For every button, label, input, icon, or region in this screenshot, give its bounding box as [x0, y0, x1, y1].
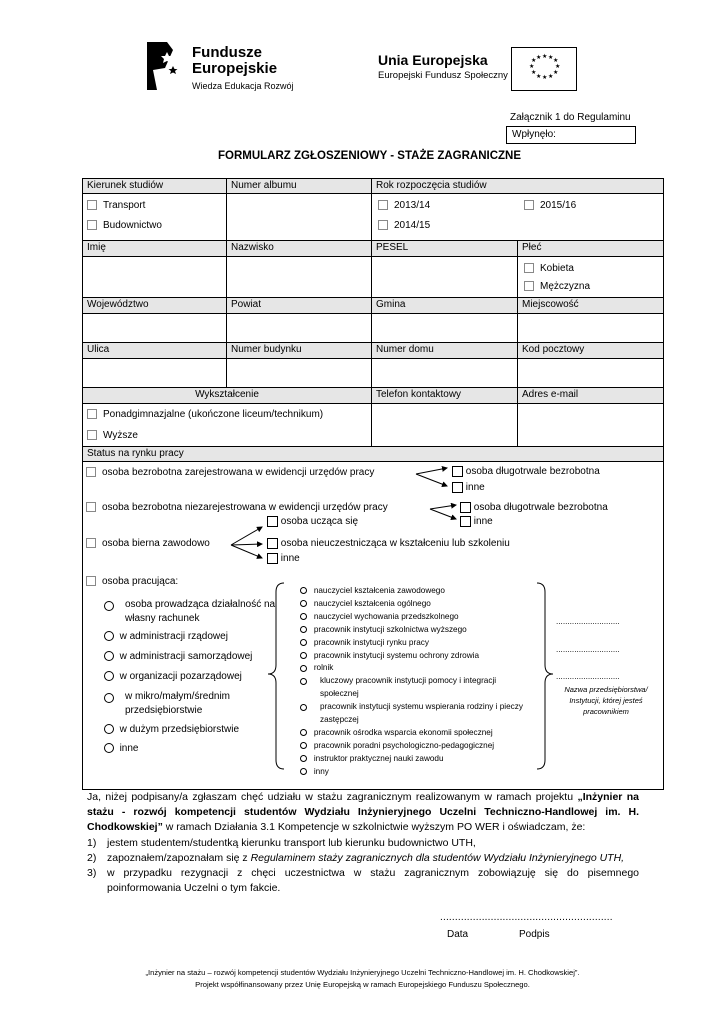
inactive-other[interactable]: inne: [267, 553, 300, 564]
status-unregistered[interactable]: osoba bezrobotna niezarejestrowana w ewidencji urzędów pracy: [86, 502, 388, 513]
radio-icon[interactable]: [300, 742, 307, 749]
profession-item[interactable]: nauczyciel kształcenia ogólnego: [300, 598, 535, 611]
employer-note: Nazwa przedsiębiorstwa/ Instytucji, której jesteś pracownikiem: [564, 685, 648, 716]
status-employed[interactable]: osoba pracująca:: [86, 576, 178, 587]
employer-line-2[interactable]: ............................: [556, 645, 620, 654]
radio-icon[interactable]: [104, 651, 114, 661]
hdr-year: Rok rozpoczęcia studiów: [371, 178, 664, 194]
hdr-education: Wykształcenie: [82, 387, 372, 404]
declaration-item-3: 3) w przypadku rezygnacji z chęci uczestnictwa w stażu zagranicznym zobowiązuję się do pisemnego poinformowania Uczelni o tym fakcie.: [87, 867, 639, 894]
hdr-surname: Nazwisko: [226, 240, 372, 257]
annex-label: Załącznik 1 do Regulaminu: [510, 112, 631, 123]
hdr-pesel: PESEL: [371, 240, 518, 257]
hdr-phone: Telefon kontaktowy: [371, 387, 518, 404]
reg-longterm[interactable]: osoba długotrwale bezrobotna: [452, 466, 600, 477]
profession-item[interactable]: nauczyciel wychowania przedszkolnego: [300, 611, 535, 624]
declaration-list: [87, 836, 639, 896]
reg-other[interactable]: inne: [452, 482, 485, 493]
logo-line2: Europejskie: [192, 60, 278, 77]
gender-male[interactable]: Mężczyzna: [524, 281, 590, 292]
eu-subtitle: Europejski Fundusz Społeczny: [378, 70, 508, 81]
hdr-commune: Gmina: [371, 297, 518, 314]
svg-text:★: ★: [542, 53, 548, 60]
svg-text:★: ★: [542, 74, 548, 81]
radio-icon[interactable]: [104, 631, 114, 641]
radio-icon[interactable]: [300, 587, 307, 594]
profession-item[interactable]: pracownik ośrodka wsparcia ekonomii społecznej: [300, 727, 535, 740]
hdr-email: Adres e-mail: [517, 387, 664, 404]
emp-local[interactable]: w administracji samorządowej: [104, 651, 252, 662]
radio-icon[interactable]: [300, 678, 307, 685]
radio-icon[interactable]: [300, 665, 307, 672]
svg-text:★: ★: [553, 57, 559, 64]
emp-gov[interactable]: w administracji rządowej: [104, 631, 228, 642]
declaration-paragraph: Ja, niżej podpisany/a zgłaszam chęć udziału w stażu zagranicznym realizowanym w ramach projektu „Inżynier na stażu - rozwój kompetencji studentów Wydziału Inżynieryjnego Uczelni Techniczno-Handlowej im. H. Chodkowskiej” w ramach Działania 3.1 Kompetencje w szkolnictwie wyższym PO WER i oświadczam, że:: [87, 791, 639, 833]
profession-item[interactable]: pracownik poradni psychologiczno-pedagogicznej: [300, 740, 535, 753]
year-2013[interactable]: 2013/14: [378, 200, 430, 211]
hdr-status: Status na rynku pracy: [82, 446, 664, 462]
emp-self[interactable]: osoba prowadząca działalność na własny rachunek: [104, 598, 276, 626]
svg-text:★: ★: [548, 73, 554, 80]
profession-item[interactable]: rolnik: [300, 662, 535, 675]
radio-icon[interactable]: [300, 729, 307, 736]
profession-item[interactable]: pracownik instytucji systemu ochrony zdrowia: [300, 650, 535, 663]
checkbox-icon[interactable]: [460, 502, 471, 513]
declaration-item-2: 2) zapoznałem/zapoznałam się z Regulaminem staży zagranicznych dla studentów Wydziału Inżynieryjnego UTH,: [87, 852, 625, 864]
signature-sign-label: Podpis: [519, 929, 550, 940]
profession-item[interactable]: pracownik instytucji szkolnictwa wyższego: [300, 624, 535, 637]
field-construction[interactable]: Budownictwo: [87, 220, 162, 231]
eu-title: Unia Europejska: [378, 52, 488, 68]
radio-icon[interactable]: [104, 671, 114, 681]
svg-text:★: ★: [553, 69, 559, 76]
radio-icon[interactable]: [104, 693, 114, 703]
declaration-item-1: 1) jestem studentem/studentką kierunku transport lub kierunku budownictwo UTH,: [87, 837, 476, 849]
form-title: FORMULARZ ZGŁOSZENIOWY - STAŻE ZAGRANICZNE: [218, 150, 522, 162]
hdr-album: Numer albumu: [226, 178, 372, 194]
employer-line-3[interactable]: ............................: [556, 672, 620, 681]
logo-line3: Wiedza Edukacja Rozwój: [192, 81, 294, 91]
hdr-voivodeship: Województwo: [82, 297, 227, 314]
unreg-longterm[interactable]: osoba długotrwale bezrobotna: [460, 502, 608, 513]
signature-line[interactable]: ..........................................................: [440, 912, 613, 923]
svg-text:★: ★: [536, 54, 542, 61]
hdr-field: Kierunek studiów: [82, 178, 227, 194]
radio-icon[interactable]: [300, 639, 307, 646]
professions-list: [300, 585, 535, 779]
footer-line-2: Projekt współfinansowany przez Unię Europejską w ramach Europejskiego Funduszu Społecznego.: [195, 980, 530, 989]
radio-icon[interactable]: [300, 613, 307, 620]
signature-date-label: Data: [447, 929, 469, 940]
hdr-gender: Płeć: [517, 240, 664, 257]
emp-sme[interactable]: w mikro/małym/średnim przedsiębiorstwie: [104, 690, 264, 718]
hdr-town: Miejscowość: [517, 297, 664, 314]
emp-ngo[interactable]: w organizacji pozarządowej: [104, 671, 242, 682]
checkbox-icon[interactable]: [267, 538, 278, 549]
inactive-learning[interactable]: osoba ucząca się: [267, 516, 358, 527]
employer-line-1[interactable]: ............................: [556, 617, 620, 626]
radio-icon[interactable]: [104, 601, 114, 611]
emp-large[interactable]: w dużym przedsiębiorstwie: [104, 724, 239, 735]
radio-icon[interactable]: [300, 704, 307, 711]
checkbox-icon[interactable]: [86, 576, 96, 586]
edu-higher[interactable]: Wyższe: [87, 430, 138, 441]
profession-item[interactable]: pracownik instytucji rynku pracy: [300, 637, 535, 650]
svg-text:★: ★: [548, 54, 554, 61]
checkbox-icon[interactable]: [452, 482, 463, 493]
profession-item[interactable]: inny: [300, 766, 535, 779]
checkbox-icon[interactable]: [267, 516, 278, 527]
radio-icon[interactable]: [300, 652, 307, 659]
svg-text:★: ★: [536, 73, 542, 80]
hdr-postcode: Kod pocztowy: [517, 342, 664, 359]
edu-secondary[interactable]: Ponadgimnazjalne (ukończone liceum/technikum): [87, 409, 323, 420]
field-transport[interactable]: Transport: [87, 200, 145, 211]
year-2015[interactable]: 2015/16: [524, 200, 576, 211]
radio-icon[interactable]: [300, 755, 307, 762]
checkbox-icon[interactable]: [460, 516, 471, 527]
checkbox-icon[interactable]: [267, 553, 278, 564]
profession-item[interactable]: nauczyciel kształcenia zawodowego: [300, 585, 535, 598]
received-label: Wpłynęło:: [512, 129, 556, 140]
hdr-name: Imię: [82, 240, 227, 257]
svg-text:★: ★: [555, 63, 561, 70]
profession-item[interactable]: kluczowy pracownik instytucji pomocy i integracji społecznej: [300, 675, 535, 701]
hdr-county: Powiat: [226, 297, 372, 314]
unreg-other[interactable]: inne: [460, 516, 493, 527]
gender-female[interactable]: Kobieta: [524, 263, 574, 274]
emp-other[interactable]: inne: [104, 743, 138, 754]
logo-line1: Fundusze: [192, 44, 262, 61]
year-2014[interactable]: 2014/15: [378, 220, 430, 231]
radio-icon[interactable]: [300, 768, 307, 775]
radio-icon[interactable]: [300, 600, 307, 607]
svg-text:★: ★: [529, 63, 535, 70]
inactive-not-learning[interactable]: osoba nieuczestnicząca w kształceniu lub szkoleniu: [267, 538, 510, 549]
hdr-building: Numer budynku: [226, 342, 372, 359]
svg-text:★: ★: [531, 69, 537, 76]
radio-icon[interactable]: [104, 743, 114, 753]
footer: [0, 967, 725, 991]
footer-line-1: „Inżynier na stażu – rozwój kompetencji studentów Wydziału Inżynieryjnego Uczelni Techniczno-Handlowej im. H. Chodkowskiej”.: [145, 968, 580, 977]
svg-text:★: ★: [531, 57, 537, 64]
hdr-house: Numer domu: [371, 342, 518, 359]
profession-item[interactable]: instruktor praktycznej nauki zawodu: [300, 753, 535, 766]
status-inactive[interactable]: osoba bierna zawodowo: [86, 538, 210, 549]
radio-icon[interactable]: [104, 724, 114, 734]
checkbox-icon[interactable]: [452, 466, 463, 477]
hdr-street: Ulica: [82, 342, 227, 359]
profession-item[interactable]: pracownik instytucji systemu wspierania rodziny i pieczy zastępczej: [300, 701, 535, 727]
status-registered[interactable]: osoba bezrobotna zarejestrowana w ewidencji urzędów pracy: [86, 467, 374, 478]
radio-icon[interactable]: [300, 626, 307, 633]
